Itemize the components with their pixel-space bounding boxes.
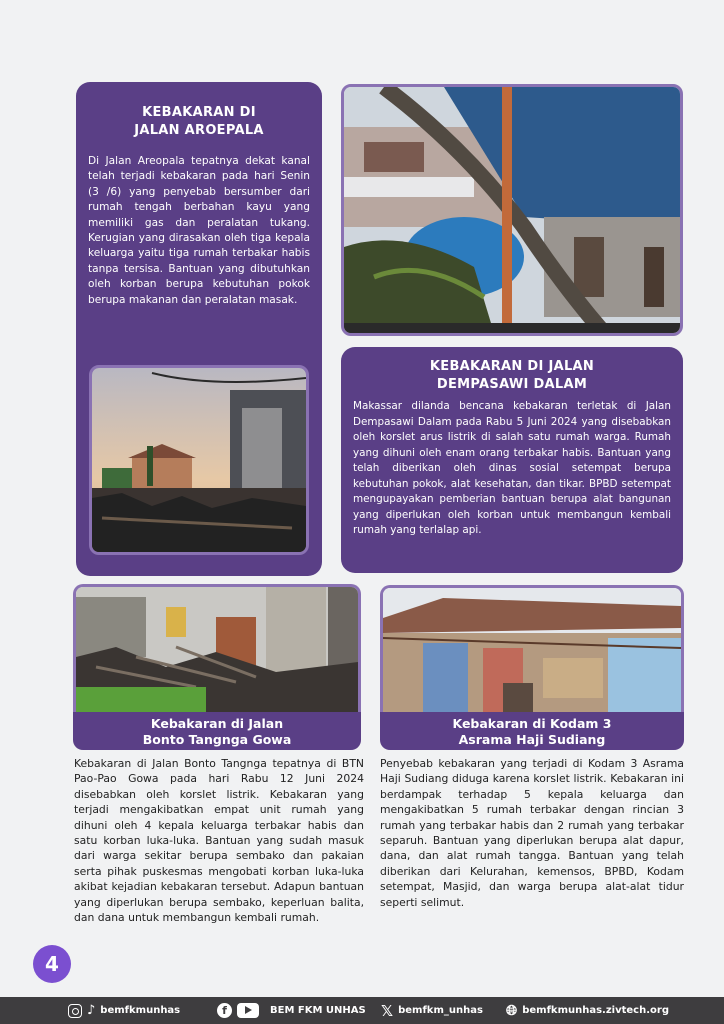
- caption-line: Bonto Tangnga Gowa: [142, 732, 292, 747]
- footer-social-bar: [0, 997, 724, 1024]
- title-line: KEBAKARAN DI: [142, 105, 256, 120]
- youtube-icon: [237, 1003, 259, 1018]
- article-title: [341, 358, 683, 394]
- article-card-dempasawi: [341, 347, 683, 573]
- caption-bonto-tangnga: [73, 712, 361, 750]
- x-icon: 𝕏: [381, 1001, 394, 1020]
- photo-kodam-houses: [380, 585, 684, 712]
- footer-facebook-youtube[interactable]: [217, 997, 366, 1024]
- caption-line: Kebakaran di Kodam 3: [452, 716, 612, 731]
- title-line: KEBAKARAN DI JALAN: [429, 359, 595, 374]
- photo-burnt-houses-sunset: [89, 365, 309, 555]
- instagram-handle: bemfkmunhas: [100, 1005, 181, 1016]
- footer-instagram-tiktok[interactable]: [68, 997, 180, 1024]
- photo-tarp-rubble: [341, 84, 683, 336]
- caption-line: Kebakaran di Jalan: [150, 716, 284, 731]
- photo-illustration: [344, 87, 680, 333]
- article-body: Makassar dilanda bencana kebakaran terletak di Jalan Dempasawi Dalam pada Rabu 5 Juni 2024 yang disebabkan oleh korslet arus listrik di salah satu rumah warga. Rumah yang dihuni oleh enam orang terbakar habis. Bantuan yang telah diberikan oleh dinas sosial setempat berupa kebutuhan pokok, alat kesehatan, dan tikar. BPBD setempat mengupayakan pemberian bantuan berupa alat bangunan yang diperlukan oleh korban untuk membangun kembali rumah yang terlalap api.: [353, 400, 671, 536]
- website-url: bemfkmunhas.zivtech.org: [522, 1005, 669, 1016]
- footer-website[interactable]: [506, 997, 669, 1024]
- photo-illustration: [76, 587, 358, 712]
- title-line: DEMPASAWI DALAM: [436, 377, 588, 392]
- photo-bonto-tangnga-ruins: [73, 584, 361, 712]
- facebook-handle: BEM FKM UNHAS: [270, 1005, 366, 1016]
- photo-illustration: [92, 368, 306, 552]
- article-body: Di Jalan Areopala tepatnya dekat kanal telah terjadi kebakaran pada hari Senin (3 /6) yang penyebab bersumber dari rumah tengah berbahan kayu yang memiliki gas dan peralatan tukang. Kerugian yang dirasakan oleh tiga kepala keluarga yaitu tiga rumah terbakar habis tanpa tersisa. Bantuan yang dibutuhkan oleh korban berupa kebutuhan pokok berupa makanan dan peralatan masak.: [88, 155, 310, 306]
- article-body-kodam: Penyebab kebakaran yang terjadi di Kodam 3 Asrama Haji Sudiang diduga karena korslet listrik. Kebakaran ini berdampak terhadap 5 kepala keluarga dan mengakibatkan 5 rumah terbakar dengan rincian 3 rumah yang terbakar habis dan 2 rumah yang terbakar separuh. Bantuan yang diperlukan berupa alat dapur, dana, dan alat rumah tangga. Bantuan yang telah diberikan dari Kelurahan, kemensos, BPBD, Kodam setempat, Masjid, dan warga berupa alat-alat tidur seperti selimut.: [380, 757, 684, 909]
- article-body-bonto-tangnga: Kebakaran di Jalan Bonto Tangnga tepatnya di BTN Pao-Pao Gowa pada hari Rabu 12 Juni 2024 disebabkan oleh korslet listrik. Kebakaran yang terjadi mengakibatkan empat unit rumah yang dihuni oleh 4 kepala keluarga terbakar habis dan satu korban luka-luka. Bantuan yang sudah masuk dari warga sekitar berupa sembako dan pakaian serta pihak puskesmas mengobati korban luka-luka akibat kejadian kebakaran tersebut. Adapun bantuan yang diperlukan berupa sembako, keperluan balita, dan dana untuk membangun kembali rumah.: [74, 757, 364, 925]
- article-title: [76, 104, 322, 140]
- facebook-icon: f: [217, 1003, 232, 1018]
- tiktok-icon: ♪: [87, 1003, 96, 1018]
- globe-icon: 🌐︎: [506, 1002, 518, 1019]
- page-number-badge: 4: [33, 945, 71, 983]
- photo-illustration: [383, 588, 681, 712]
- caption-kodam: [380, 712, 684, 750]
- x-handle: bemfkm_unhas: [398, 1005, 483, 1016]
- title-line: JALAN AROEPALA: [134, 123, 264, 138]
- instagram-icon: [68, 1004, 82, 1018]
- caption-line: Asrama Haji Sudiang: [458, 732, 606, 747]
- footer-x[interactable]: [381, 997, 483, 1024]
